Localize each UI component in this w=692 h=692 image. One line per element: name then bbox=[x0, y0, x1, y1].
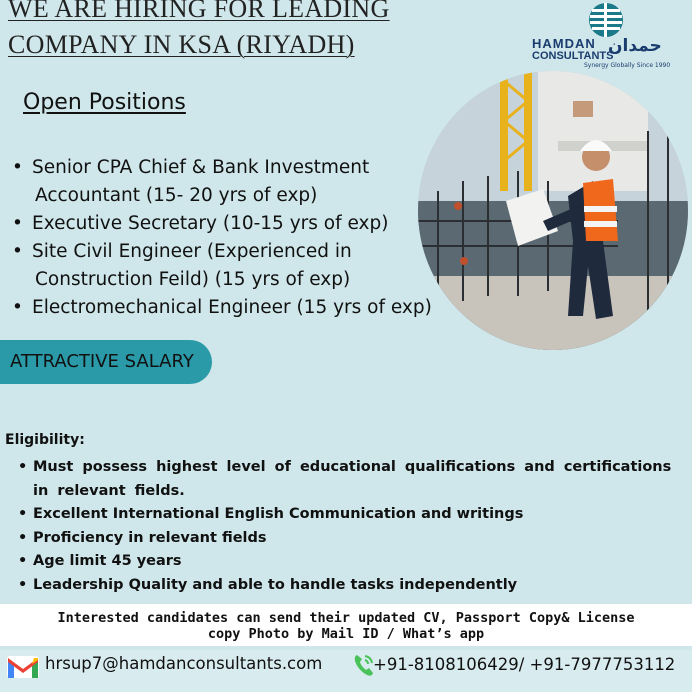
globe-icon bbox=[586, 0, 626, 40]
phone-numbers[interactable]: +91-8108106429/ +91-7977753112 bbox=[373, 655, 676, 674]
salary-label: ATTRACTIVE SALARY bbox=[10, 351, 194, 372]
eligibility-list bbox=[18, 456, 686, 597]
headline-line-1: WE ARE HIRING FOR LEADING bbox=[8, 0, 390, 23]
logo-name-line1: HAMDAN bbox=[532, 36, 596, 51]
instructions-line-2: copy Photo by Mail ID / What’s app bbox=[207, 626, 485, 642]
instructions-line-1: Interested candidates can send their updated CV, Passport Copy& License bbox=[57, 610, 635, 626]
position-item: • Executive Secretary (10-15 yrs of exp) bbox=[12, 210, 432, 238]
attractive-salary-badge bbox=[0, 340, 212, 384]
position-item: • Site Civil Engineer (Experienced in Construction Feild) (15 yrs of exp) bbox=[12, 238, 432, 294]
eligibility-title: Eligibility: bbox=[5, 432, 85, 448]
logo-arabic: حمدان bbox=[608, 36, 662, 56]
company-logo bbox=[528, 0, 688, 72]
email-link[interactable]: hrsup7@hamdanconsultants.com bbox=[45, 654, 323, 673]
logo-tagline: Synergy Globally Since 1990 bbox=[584, 62, 671, 69]
eligibility-item: • Proficiency in relevant fields bbox=[18, 527, 686, 551]
eligibility-item: • Leadership Quality and able to handle tasks independently bbox=[18, 574, 686, 598]
eligibility-item: • Must possess highest level of educational qualifications and certifications in relevant fields. bbox=[18, 456, 686, 503]
logo-name-line2: CONSULTANTS bbox=[532, 50, 614, 62]
positions-list bbox=[12, 154, 432, 322]
gmail-icon bbox=[6, 654, 40, 680]
position-item: • Electromechanical Engineer (15 yrs of exp) bbox=[12, 294, 432, 322]
eligibility-item: • Excellent International English Communication and writings bbox=[18, 503, 686, 527]
headline-line-2: COMPANY IN KSA (RIYADH) bbox=[8, 30, 355, 59]
construction-site-engineer-photo bbox=[418, 71, 688, 350]
eligibility-item: • Age limit 45 years bbox=[18, 550, 686, 574]
application-instructions bbox=[0, 604, 692, 646]
open-positions-title: Open Positions bbox=[23, 90, 186, 115]
position-item: • Senior CPA Chief & Bank Investment Accountant (15- 20 yrs of exp) bbox=[12, 154, 432, 210]
